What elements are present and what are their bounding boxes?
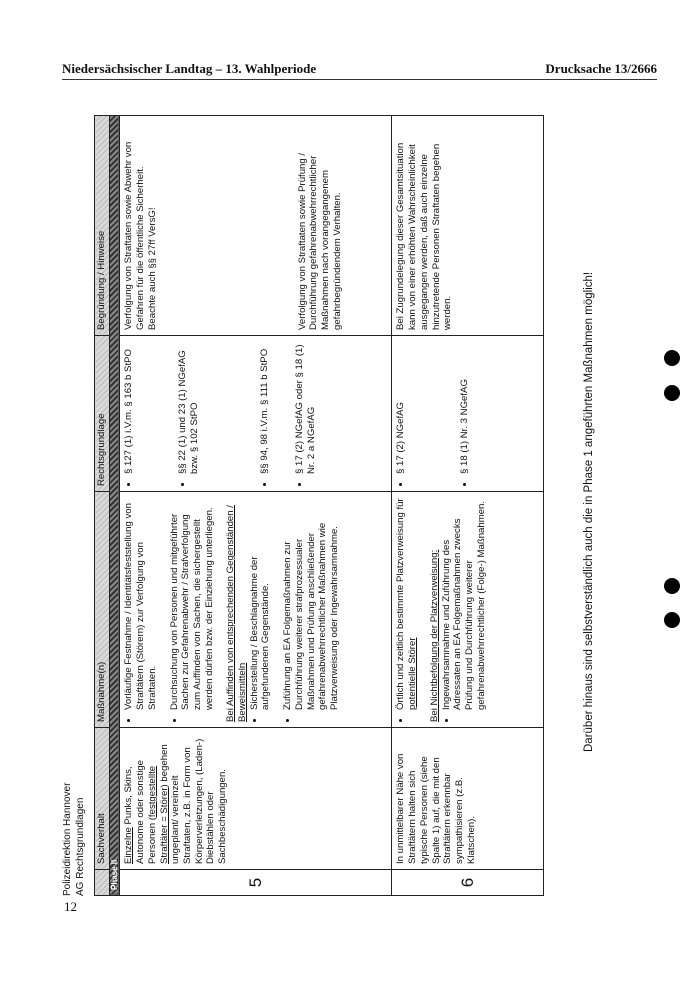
cell-sachverhalt: In unmittelbarer Nähe von Straftätern halten sich typische Personen (siehe Spalte 1) auf, die mit den Straftätern erkennbar sympathisieren (z.B. Klatschen). <box>392 728 544 870</box>
measure-item: • Örtlich und zeitlich bestimmte Platzverweisung für potentielle Störer <box>395 497 418 710</box>
measure-item: • Vorläufige Festnahme / Identitätsfeststellung von Straftätern (Störern) zur Verfolgung von Straftaten. <box>123 497 158 710</box>
phase-row <box>109 116 120 896</box>
measures-table <box>94 115 544 896</box>
table-footnote: Darüber hinaus sind selbstverständlich auch die in Phase 1 angeführten Maßnahmen möglich! <box>583 271 595 752</box>
cell-rechtsgrundlage <box>120 336 392 492</box>
org-line-1: Polizeidirektion Hannover <box>62 782 73 896</box>
margin-dot-icon <box>664 385 680 401</box>
legal-basis-item: • § 17 (2) NGefAG <box>395 341 407 474</box>
header-rule <box>62 79 657 80</box>
table-row <box>120 116 392 896</box>
legal-basis-item: • §§ 22 (1) und 23 (1) NGefAG bzw. § 102 StPO <box>177 341 200 474</box>
header-rechtsgrundlage: Rechtsgrundlage <box>95 336 110 492</box>
legal-basis-item: • § 18 (1) Nr. 3 NGefAG <box>459 341 471 474</box>
cell-rechtsgrundlage <box>392 336 544 492</box>
table-row <box>392 116 544 896</box>
header-begruendung: Begründung / Hinweise <box>95 116 110 336</box>
phase-label: Phase II <box>109 116 120 896</box>
header-sachverhalt: Sachverhalt <box>95 728 110 870</box>
rotated-table-scan <box>62 112 622 902</box>
row-number: 5 <box>120 870 392 896</box>
organisation <box>62 783 87 896</box>
reason-text: Verfolgung von Straftaten sowie Prüfung / Durchführung gefahrenabwehrrechtlicher Maßnahmen nach vorangegangenem gefahrbegründendem Verhalten. <box>296 152 343 330</box>
measure-subtitle: Bei Nichtbefolgung der Platzverweisung: <box>428 549 440 722</box>
row-number: 6 <box>392 870 544 896</box>
legal-basis-item: • § 17 (2) NGefAG oder § 18 (1) Nr. 2 a NGefAG <box>294 341 317 474</box>
reason-text: Verfolgung von Straftaten sowie Abwehr von Gefahren für die öffentliche Sicherheit. <box>123 141 147 330</box>
measure-item: • Ingewahrsamnahme und Zuführung des Adressaten an EA Folgemaßnahmen zwecks Prüfung und Durchführung weiterer gefahrenabwehrrechtlicher (Folge-) Maßnahmen. <box>441 497 488 710</box>
cell-sachverhalt: Einzelne Punks, Skins, Autonome oder sonstige Personen (festgestellte Straftäter = Störer) begehen ungeplant/ vereinzelt Straftaten, z.B. in Form von Körperverletzungen, (Laden-) Diebstählen oder Sachbeschädigungen. <box>120 728 392 870</box>
table-header-row <box>95 116 110 896</box>
org-line-2: AG Rechtsgrundlagen <box>74 797 86 896</box>
cell-begruendung <box>120 116 392 336</box>
margin-dot-icon <box>664 612 680 628</box>
cell-massnahme <box>392 492 544 728</box>
measure-subtitle: Bei Auffinden von entsprechenden Gegenständen / Beweismitteln <box>225 505 249 722</box>
measure-item: • Durchsuchung von Personen und mitgeführter Sachen zur Gefahrenabwehr / Strafverfolgung zum Auffinden von Sachen, die sichergestellt werden dürfen bzw. der Einziehung unterliegen. <box>169 497 216 710</box>
header-num <box>95 870 110 896</box>
reason-note: Beachte auch §§ 27ff VersG! <box>146 207 158 330</box>
document-number: Drucksache 13/2666 <box>545 61 657 76</box>
measure-item: • Zuführung an EA Folgemaßnahmen zur Durchführung weiterer strafprozessualer Maßnahmen und Prüfung anschließender gefahrenabwehrrechtlicher Maßnahmen wie Platzverweisung oder Ingewahrsamnahme. <box>282 497 341 710</box>
measure-item: • Sicherstellung / Beschlagnahme der aufgefundenen Gegenstände. <box>249 497 272 710</box>
margin-dot-icon <box>664 578 680 594</box>
cell-massnahme <box>120 492 392 728</box>
header-massnahme: Maßnahme(n) <box>95 492 110 728</box>
margin-dot-icon <box>664 350 680 366</box>
legal-basis-item: • §§ 94, 98 i.V.m. § 111 b StPO <box>259 341 271 474</box>
legal-basis-item: • § 127 (1) i.V.m. § 163 b StPO <box>123 341 135 474</box>
header-title: Niedersächsischer Landtag – 13. Wahlperiode <box>62 61 317 76</box>
cell-begruendung: Bei Zugrundelegung dieser Gesamtsituation kann von einer erhöhten Wahrscheinlichkeit ausgegangen werden, daß auch einzelne hinzutretende Personen Straftaten begehen werden. <box>392 116 544 336</box>
page-number: 12 <box>64 899 77 914</box>
